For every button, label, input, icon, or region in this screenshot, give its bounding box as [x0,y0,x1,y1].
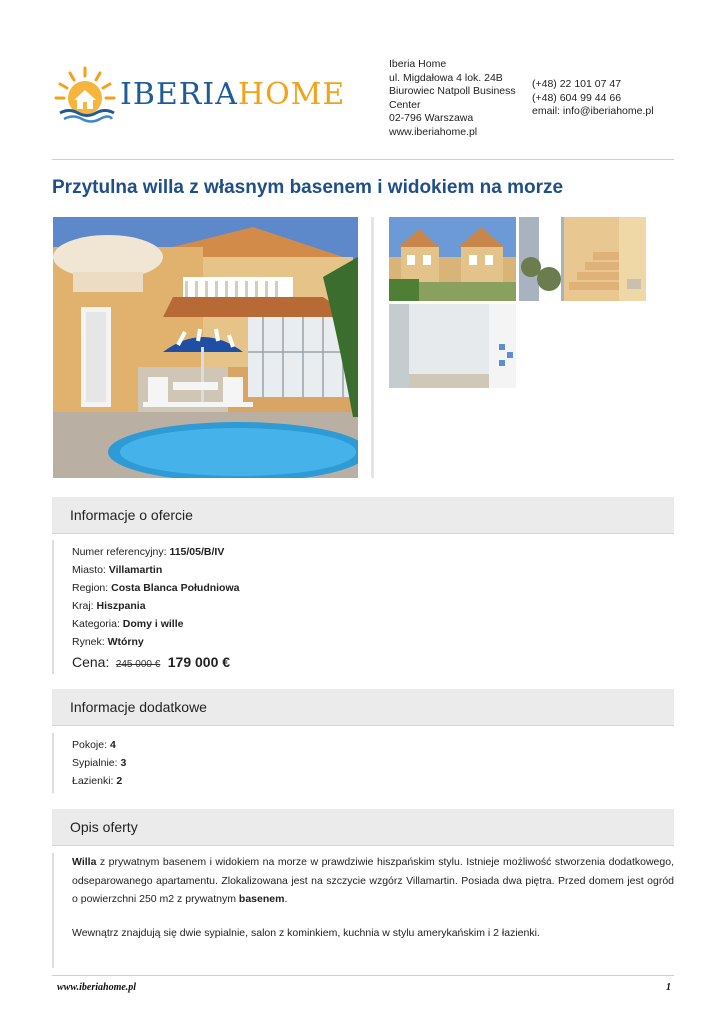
thumbnail-photo-2[interactable] [519,217,646,301]
description-section [52,853,674,968]
description-paragraph-2: Wewnątrz znajdują się dwie sypialnie, salon z kominkiem, kuchnia w stylu amerykańskim i 2 łazienki. [72,926,540,939]
header [52,58,674,146]
extra-info-header [52,689,674,726]
company-city: 02-796 Warszawa [389,112,474,124]
city: Miasto: Villamartin [72,564,163,576]
old-price: 245 000 € [115,659,161,670]
region: Region: Costa Blanca Południowa [72,582,240,594]
rooms: Pokoje: 4 [72,739,116,751]
extra-info-section [52,733,674,793]
category: Kategoria: Domy i wille [72,618,184,630]
company-building: Biurowiec Natpoll Business Center [389,85,516,111]
sun-house-icon [54,64,116,124]
current-price: 179 000 € [167,654,231,670]
logo[interactable] [54,64,354,124]
offer-info-header [52,497,674,534]
price [72,654,230,672]
page-title: Przytulna willa z własnym basenem i widokiem na morze [52,177,564,198]
company-website[interactable]: www.iberiahome.pl [389,125,478,138]
description-heading: Opis oferty [70,819,138,835]
email[interactable]: email: info@iberiahome.pl [532,105,654,117]
phone-1[interactable]: (+48) 22 101 07 47 [532,78,622,90]
bathrooms: Łazienki: 2 [72,775,123,787]
bedrooms: Sypialnie: 3 [72,757,127,769]
description-text [72,853,674,942]
main-photo[interactable] [53,217,358,478]
thumbnail-photo-3[interactable] [389,304,516,388]
gallery-separator [371,217,374,478]
footer-divider [52,975,674,976]
country: Kraj: Hiszpania [72,600,146,612]
description-header [52,809,674,846]
offer-info-section [52,540,674,674]
thumbnail-photo-1[interactable] [389,217,516,301]
footer-website[interactable]: www.iberiahome.pl [57,982,137,993]
price-label: Cena: [72,654,110,670]
offer-info-heading: Informacje o ofercie [70,507,193,523]
reference-number: Numer referencyjny: 115/05/B/IV [72,546,225,558]
phone-2[interactable]: (+48) 604 99 44 66 [532,91,622,104]
company-name: Iberia Home [389,58,447,70]
company-street: ul. Migdałowa 4 lok. 24B [389,71,503,84]
market: Rynek: Wtórny [72,636,144,648]
logo-wordmark: IBERIAHOME [120,77,346,112]
contact-info [532,78,654,119]
extra-info-heading: Informacje dodatkowe [70,699,207,715]
company-address [389,58,529,139]
page-number: 1 [666,982,671,993]
header-divider [52,159,674,160]
description-paragraph-1: Willa z prywatnym basenem i widokiem na morze w prawdziwie hiszpańskim stylu. Istnieje możliwość stworzenia dodatkowego, odseparowanego apartamentu. Zlokalizowana jest na szczycie wzgórz Villamartin. Posiada dwa piętra. Przed domem jest ogród o powierzchni 250 m2 z prywatnym basenem. [72,856,674,905]
